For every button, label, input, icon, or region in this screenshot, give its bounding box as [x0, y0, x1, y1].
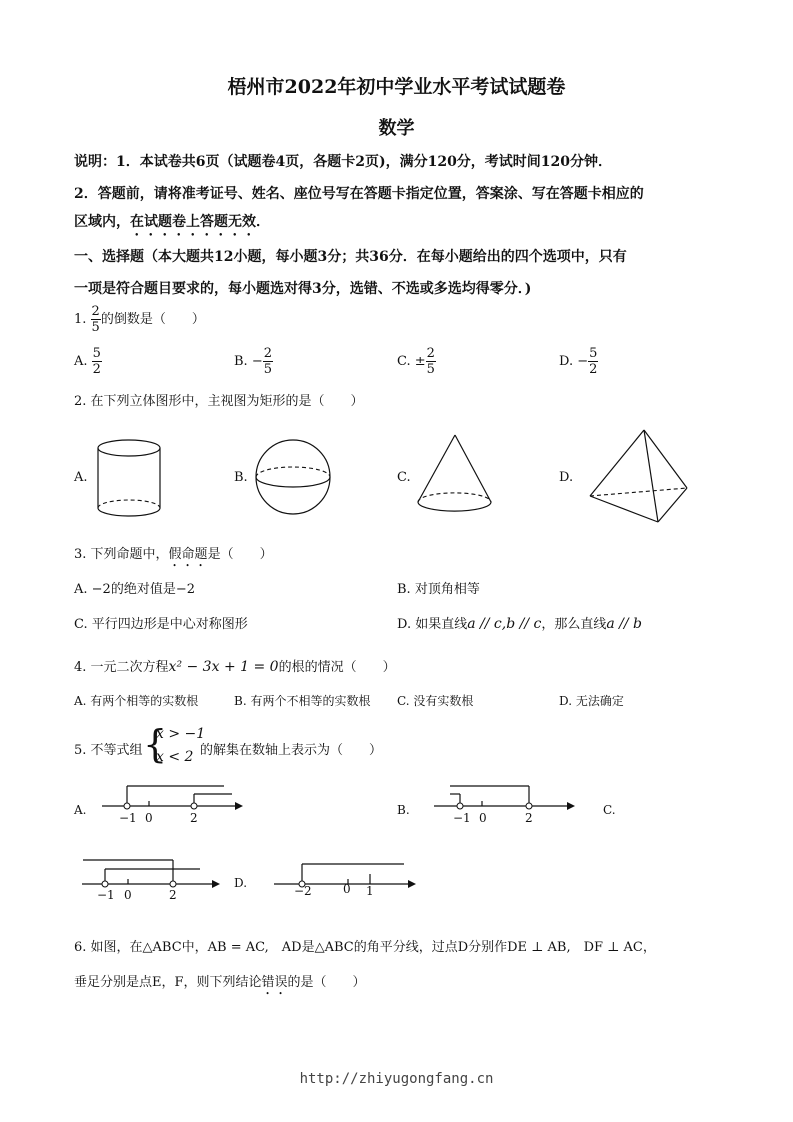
q1-d-num: 5: [589, 346, 598, 361]
q5-a-tick-neg1: −1: [119, 811, 137, 825]
q4-option-a: A. 有两个相等的实数根: [74, 694, 199, 708]
subject-title: 数学: [378, 118, 415, 139]
q3-stem-suffix: 是（ ）: [207, 547, 273, 562]
q6-line-2-emphasis: 错误: [261, 975, 288, 990]
q3-stem-emphasis: 假命题: [168, 547, 208, 562]
q2-option-a-label: A.: [74, 470, 88, 485]
q5-inequality-1: x > −1: [156, 726, 206, 742]
q1-c-den: 5: [426, 362, 435, 377]
q3-option-d-math-1: a // c,b // c: [467, 616, 542, 632]
q1-option-c-sign: ±: [414, 354, 426, 369]
q3-option-d-mid: ，那么直线: [541, 617, 607, 632]
q1-option-b-frac: [263, 346, 273, 377]
q3-option-a: A. −2的绝对值是−2: [74, 582, 195, 597]
q2-option-b-label: B.: [234, 470, 248, 485]
question-1-stem: [74, 304, 205, 335]
q5-option-b-label: B.: [397, 803, 410, 817]
q1-b-den: 5: [263, 362, 273, 377]
q4-option-c: C. 没有实数根: [397, 694, 474, 708]
q4-option-b: B. 有两个不相等的实数根: [234, 694, 371, 708]
q1-option-c: [397, 346, 436, 377]
cone-figure: [412, 430, 498, 522]
question-6-line-2: [74, 971, 366, 998]
q5-c-tick-0: 0: [124, 888, 132, 902]
question-4-stem: [74, 656, 396, 675]
q1-option-a-frac: [92, 346, 102, 377]
q1-d-den: 2: [589, 362, 598, 377]
q5-d-tick-1: 1: [366, 884, 374, 898]
q6-line-2-suffix: 的是（ ）: [287, 975, 366, 990]
question-5-number: 5. 不等式组: [74, 743, 143, 758]
section-header-line-2: 一项是符合题目要求的，每小题选对得3分，选错、不选或多选均得零分．): [74, 281, 532, 297]
question-6-line-1: 6. 如图，在△ABC中，AB = AC, AD是△ABC的角平分线，过点D分别作DE ⊥ AB, DF ⊥ AC，: [74, 940, 656, 955]
instruction-line-3-prefix: 区域内，: [74, 214, 130, 230]
instruction-line-1: 说明：1．本试卷共6页（试题卷4页，各题卡2页)，满分120分，考试时间120分钟．: [74, 154, 613, 170]
instruction-line-2: 2．答题前，请将准考证号、姓名、座位号写在答题卡指定位置，答案涂、写在答题卡相应的: [74, 186, 644, 202]
section-header-line-1: 一、选择题（本大题共12小题，每小题3分；共36分．在每小题给出的四个选项中，只有: [74, 249, 627, 265]
q5-b-tick-neg1: −1: [453, 811, 471, 825]
q1-option-a-label: A.: [74, 354, 88, 369]
pyramid-figure: [582, 426, 694, 528]
q5-d-tick-neg2: −2: [294, 884, 312, 898]
q1-option-b-sign: −: [251, 354, 263, 369]
q4-stem-suffix: 的根的情况（ ）: [278, 660, 396, 675]
cylinder-figure: [92, 432, 172, 524]
q2-option-c-label: C.: [397, 470, 411, 485]
q5-option-c-label: C.: [603, 803, 616, 817]
q3-stem-prefix: 3. 下列命题中，: [74, 547, 169, 562]
q1-frac-den: 5: [91, 320, 100, 335]
q1-frac-num: 2: [91, 304, 100, 319]
q3-option-b: B. 对顶角相等: [397, 582, 480, 597]
q1-fraction: [91, 304, 101, 335]
footer-url: http://zhiyugongfang.cn: [299, 1071, 494, 1087]
q5-c-tick-2: 2: [169, 888, 177, 902]
question-2-stem: 2. 在下列立体图形中，主视图为矩形的是（ ）: [74, 394, 364, 409]
q3-option-d: [397, 613, 642, 632]
q5-brace: {: [143, 722, 168, 766]
q6-line-2-prefix: 垂足分别是点E，F，则下列结论: [74, 975, 262, 990]
q1-option-b-label: B.: [234, 354, 248, 369]
question-3-stem: [74, 543, 273, 570]
q5-stem-suffix: 的解集在数轴上表示为（ ）: [200, 743, 383, 758]
q5-option-a-label: A.: [74, 803, 87, 817]
q1-a-num: 5: [92, 346, 101, 361]
q5-option-d-label: D.: [234, 876, 248, 890]
q4-option-d: D. 无法确定: [559, 694, 624, 708]
instruction-line-3-emphasis: 在试题卷上答题无效: [130, 214, 256, 230]
q5-inequality-2: x < 2: [156, 749, 194, 765]
q1-option-d-label: D.: [559, 354, 574, 369]
q1-b-num: 2: [263, 346, 273, 361]
q1-c-num: 2: [426, 346, 435, 361]
q1-option-a: [74, 346, 102, 377]
q1-option-b: [234, 346, 273, 377]
q1-a-den: 2: [92, 362, 101, 377]
q2-option-d-label: D.: [559, 470, 574, 485]
q3-option-d-math-2: a // b: [606, 616, 643, 632]
q5-a-tick-0: 0: [145, 811, 153, 825]
q1-option-d-sign: −: [577, 354, 589, 369]
q3-option-c: C. 平行四边形是中心对称图形: [74, 617, 248, 632]
q5-d-tick-0: 0: [343, 882, 351, 896]
q3-option-d-prefix: D. 如果直线: [397, 617, 468, 632]
q1-option-d-frac: [588, 346, 598, 377]
q5-a-tick-2: 2: [190, 811, 198, 825]
q1-stem-text: 的倒数是（ ）: [100, 312, 205, 327]
q4-equation: x² − 3x + 1 = 0: [168, 659, 279, 675]
q1-option-c-label: C.: [397, 354, 411, 369]
q1-number: 1.: [74, 312, 87, 327]
q1-option-d: [559, 346, 598, 377]
sphere-figure: [252, 437, 336, 517]
instruction-line-3: [74, 211, 270, 239]
q4-stem-prefix: 4. 一元二次方程: [74, 660, 169, 675]
q5-c-tick-neg1: −1: [97, 888, 115, 902]
instruction-line-3-suffix: ．: [256, 214, 270, 230]
q5-b-tick-0: 0: [479, 811, 487, 825]
page-title: 梧州市2022年初中学业水平考试试题卷: [227, 76, 566, 98]
q5-b-tick-2: 2: [525, 811, 533, 825]
q1-option-c-frac: [426, 346, 436, 377]
